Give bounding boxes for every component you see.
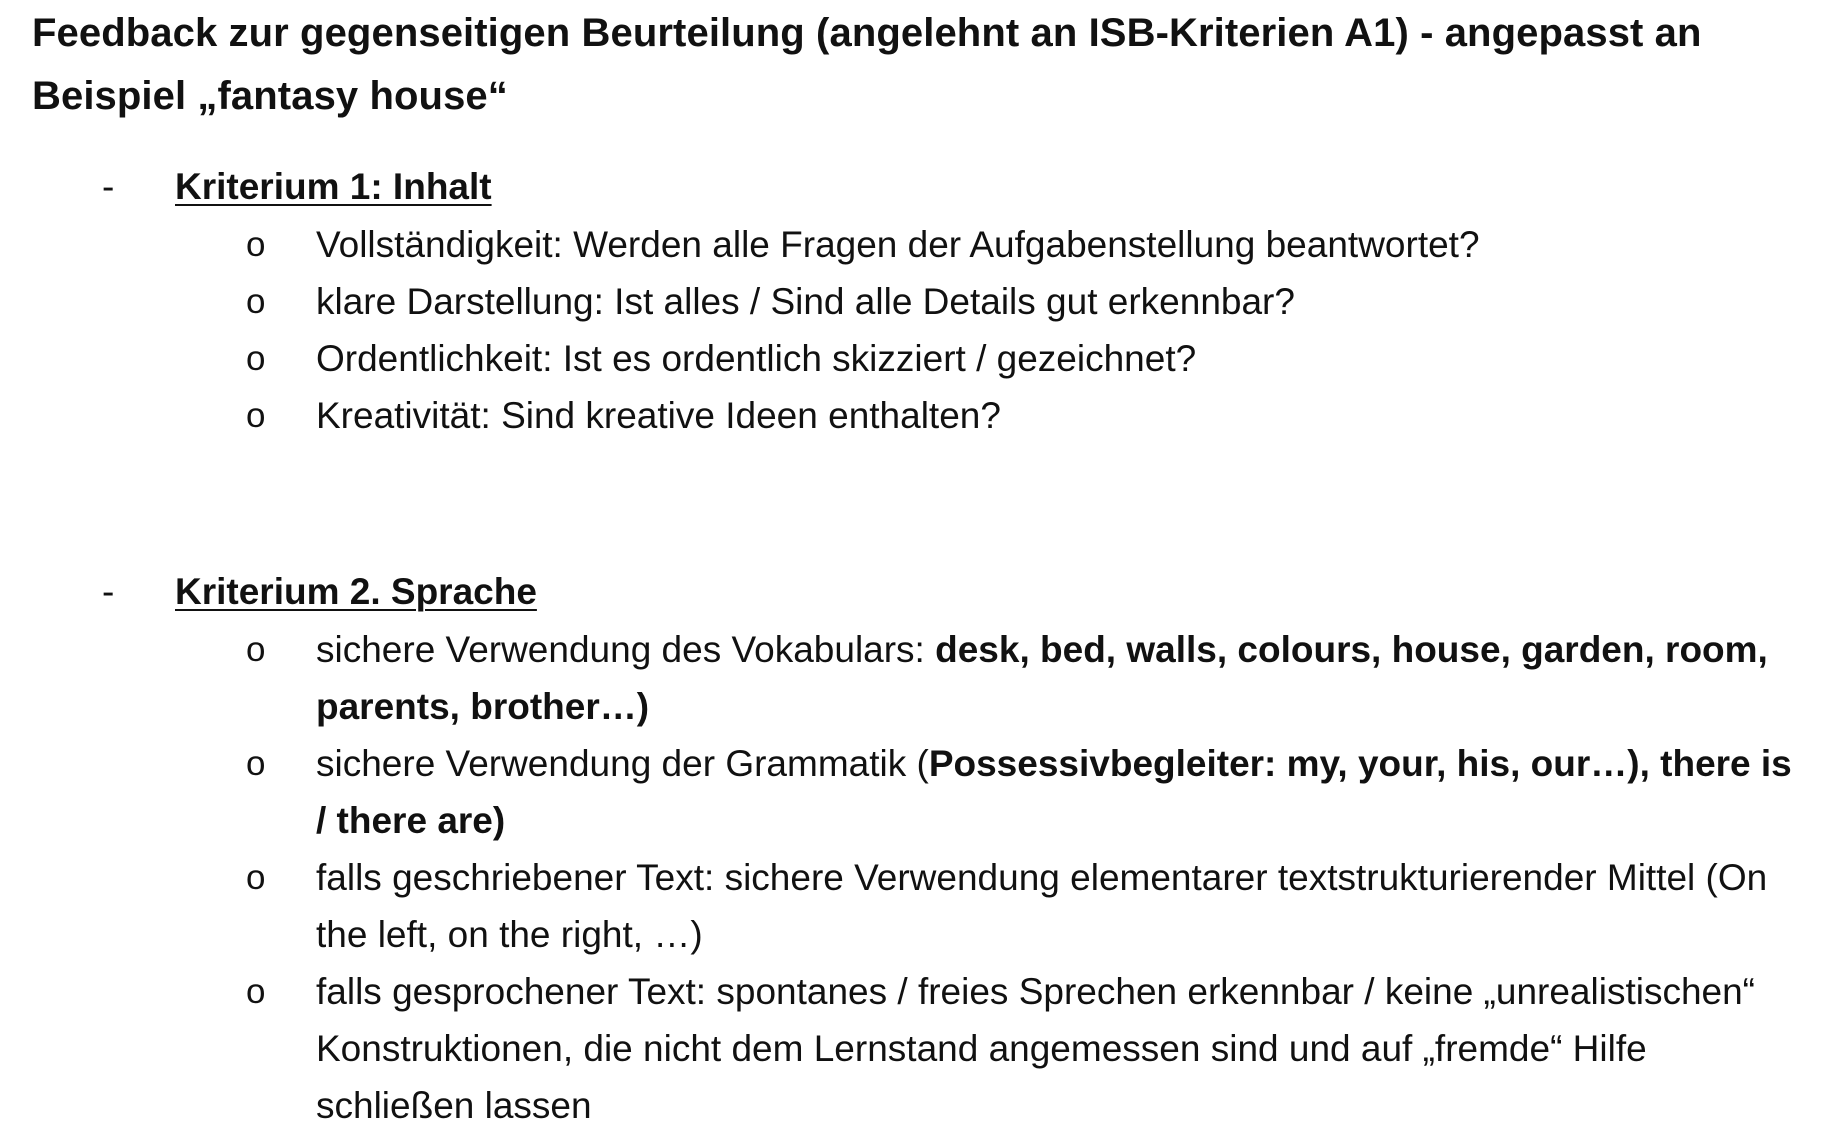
- criterion-header: [0, 158, 1844, 216]
- circle-bullet: o: [246, 339, 266, 378]
- circle-bullet: o: [246, 744, 266, 783]
- criterion-section-language: [0, 563, 1844, 1134]
- dash-bullet: -: [102, 166, 115, 207]
- list-item-text: klare Darstellung: Ist alles / Sind alle Details gut erkennbar?: [316, 281, 1295, 322]
- list-item: [0, 963, 1844, 1134]
- criterion-section-content: [0, 158, 1844, 444]
- list-item-bold-text: Possessivbegleiter: my, your, his, our…), there is / there are): [316, 743, 1792, 841]
- list-item: [0, 849, 1844, 963]
- circle-bullet: o: [246, 972, 266, 1011]
- circle-bullet: o: [246, 858, 266, 897]
- list-item: [0, 735, 1844, 849]
- list-item: [0, 216, 1844, 273]
- list-item-text: Ordentlichkeit: Ist es ordentlich skizziert / gezeichnet?: [316, 338, 1197, 379]
- criterion-heading: Kriterium 1: Inhalt: [175, 166, 492, 207]
- list-item-bold-text: desk, bed, walls, colours, house, garden, room, parents, brother…): [316, 629, 1768, 727]
- criterion-heading: Kriterium 2. Sprache: [175, 571, 537, 612]
- list-item-text: falls geschriebener Text: sichere Verwendung elementarer textstrukturierender Mittel (On the left, on the right, …): [316, 857, 1768, 955]
- dash-bullet: -: [102, 571, 115, 612]
- list-item-text: Vollständigkeit: Werden alle Fragen der Aufgabenstellung beantwortet?: [316, 224, 1480, 265]
- list-item: [0, 330, 1844, 387]
- list-item: [0, 387, 1844, 444]
- list-item-text: Kreativität: Sind kreative Ideen enthalten?: [316, 395, 1001, 436]
- circle-bullet: o: [246, 396, 266, 435]
- document-title: Feedback zur gegenseitigen Beurteilung (angelehnt an ISB-Kriterien A1) - angepasst an Beispiel „fantasy house“: [32, 11, 1702, 118]
- circle-bullet: o: [246, 630, 266, 669]
- list-item: [0, 621, 1844, 735]
- list-item-text: sichere Verwendung des Vokabulars:: [316, 629, 936, 670]
- list-item: [0, 273, 1844, 330]
- circle-bullet: o: [246, 282, 266, 321]
- criterion-header: [0, 563, 1844, 621]
- list-item-text: falls gesprochener Text: spontanes / freies Sprechen erkennbar / keine „unrealistischen“ Konstruktionen, die nicht dem Lernstand angemessen sind und auf „fremde“ Hilfe schließen lassen: [316, 971, 1756, 1126]
- list-item-text: sichere Verwendung der Grammatik (: [316, 743, 929, 784]
- circle-bullet: o: [246, 225, 266, 264]
